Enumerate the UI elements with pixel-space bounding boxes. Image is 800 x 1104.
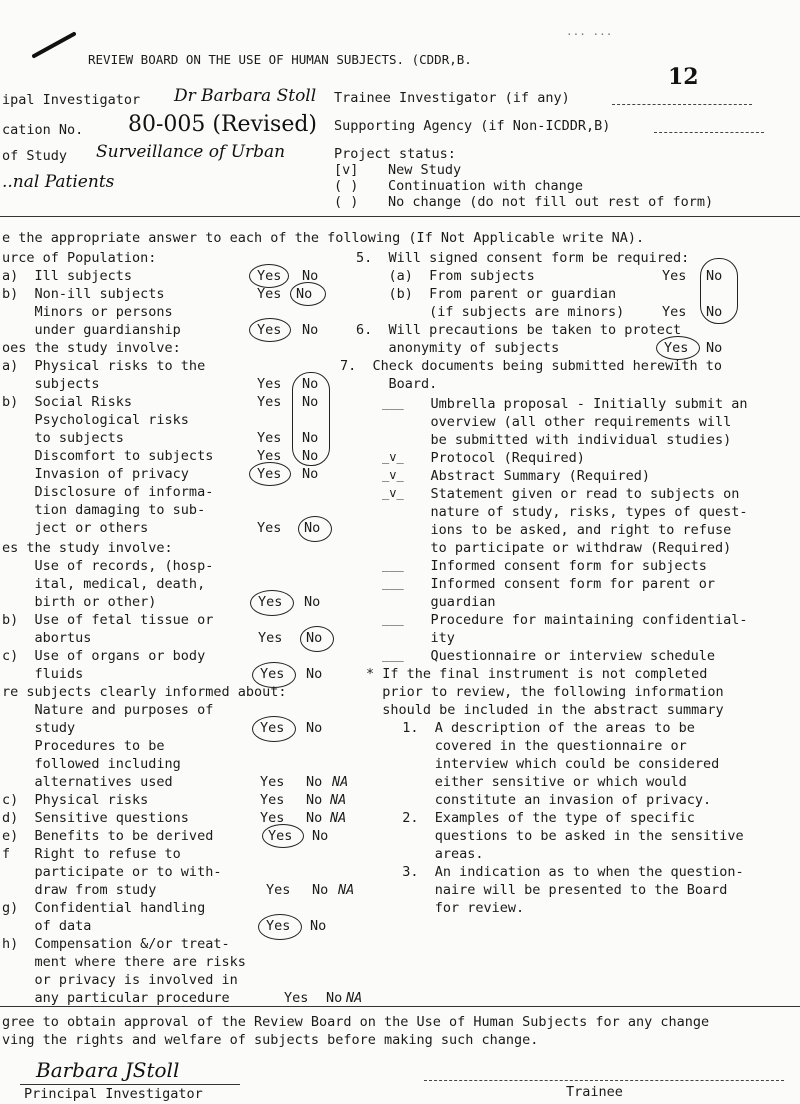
yes-option: Yes <box>260 666 285 682</box>
left-line: any particular procedure <box>2 990 230 1006</box>
no-option: No <box>312 882 329 898</box>
left-line: abortus <box>2 630 92 646</box>
yes-option: Yes <box>260 810 285 826</box>
left-line: ment where there are risks <box>2 954 246 970</box>
right-line: Statement given or read to subjects on <box>398 486 740 502</box>
right-line: nature of study, risks, types of quest- <box>398 504 748 520</box>
no-option: No <box>302 268 319 284</box>
instruction-line: e the appropriate answer to each of the following (If Not Applicable write NA). <box>2 230 645 246</box>
no-option: No <box>306 774 323 790</box>
no-option: No <box>306 720 323 736</box>
right-line: Board. <box>356 376 438 392</box>
right-line: 6. Will precautions be taken to protect <box>356 322 682 338</box>
na-mark: NA <box>346 990 363 1006</box>
na-mark: NA <box>330 810 347 826</box>
left-line: f Right to refuse to <box>2 846 181 862</box>
no-option: No <box>310 918 327 934</box>
left-line: re subjects clearly informed about: <box>2 684 287 700</box>
right-line: to participate or withdraw (Required) <box>398 540 732 556</box>
right-line: anonymity of subjects <box>356 340 560 356</box>
trainee-blank <box>612 104 752 105</box>
right-line: 3. An indication as to when the question- <box>386 864 744 880</box>
checklist-tick: _v_ <box>382 450 404 464</box>
checklist-blank: ___ <box>382 648 404 662</box>
na-mark: NA <box>330 792 347 808</box>
left-line: b) Use of fetal tissue or <box>2 612 214 628</box>
left-line: b) Non-ill subjects <box>2 286 165 302</box>
yes-option: Yes <box>268 828 293 844</box>
agency-label: Supporting Agency (if Non-ICDDR,B) <box>334 118 611 134</box>
yes-option: Yes <box>664 340 689 356</box>
no-option: No <box>306 810 323 826</box>
status-check-1: [v] <box>334 162 359 178</box>
no-option: No <box>304 594 321 610</box>
yes-option: Yes <box>257 520 282 536</box>
right-line: 2. Examples of the type of specific <box>386 810 695 826</box>
right-line: (a) From subjects <box>356 268 535 284</box>
status-check-2: ( ) <box>334 178 359 194</box>
checklist-blank: ___ <box>382 396 404 410</box>
trainee-signature-line <box>424 1080 784 1081</box>
right-line: ions to be asked, and right to refuse <box>398 522 732 538</box>
right-line: guardian <box>398 594 496 610</box>
left-line: urce of Population: <box>2 250 157 266</box>
right-line: prior to review, the following information <box>366 684 724 700</box>
left-line: tion damaging to sub- <box>2 502 206 518</box>
yes-option: Yes <box>260 792 285 808</box>
left-line: a) Physical risks to the <box>2 358 206 374</box>
left-line: draw from study <box>2 882 157 898</box>
checklist-tick: _v_ <box>382 486 404 500</box>
right-line: (b) From parent or guardian <box>356 286 617 302</box>
left-line: c) Use of organs or body <box>2 648 206 664</box>
yes-option: Yes <box>662 268 687 284</box>
no-option: No <box>302 394 319 410</box>
no-option: No <box>306 630 323 646</box>
no-option: No <box>296 286 313 302</box>
checklist-tick: _v_ <box>382 468 404 482</box>
status-check-3: ( ) <box>334 194 359 210</box>
right-line: 7. Check documents being submitted herewith to <box>340 358 723 374</box>
no-option: No <box>302 430 319 446</box>
left-line: or privacy is involved in <box>2 972 238 988</box>
no-option: No <box>302 448 319 464</box>
left-line: Minors or persons <box>2 304 173 320</box>
left-line: subjects <box>2 376 100 392</box>
checklist-blank: ___ <box>382 612 404 626</box>
agreement-line-2: ving the rights and welfare of subjects before making such change. <box>2 1032 539 1048</box>
right-line: Questionnaire or interview schedule <box>398 648 715 664</box>
left-line: h) Compensation &/or treat- <box>2 936 230 952</box>
form-title: REVIEW BOARD ON THE USE OF HUMAN SUBJECTS. (CDDR,B. <box>88 52 472 67</box>
yes-option: Yes <box>257 448 282 464</box>
left-line: ital, medical, death, <box>2 576 206 592</box>
pi-label: ipal Investigator <box>2 92 141 108</box>
left-line: birth or other) <box>2 594 157 610</box>
right-line: either sensitive or which would <box>386 774 687 790</box>
study-title-line2: ..nal Patients <box>2 172 115 192</box>
no-option: No <box>326 990 343 1006</box>
right-line: ity <box>398 630 455 646</box>
left-line: e) Benefits to be derived <box>2 828 214 844</box>
right-line: Procedure for maintaining confidential- <box>398 612 748 628</box>
left-line: Psychological risks <box>2 412 189 428</box>
study-title-line1: Surveillance of Urban <box>96 142 286 162</box>
right-line: be submitted with individual studies) <box>398 432 732 448</box>
yes-option: Yes <box>266 882 291 898</box>
right-line: areas. <box>386 846 484 862</box>
pen-stroke-mark <box>30 30 80 60</box>
left-line: Use of records, (hosp- <box>2 558 214 574</box>
no-option: No <box>302 466 319 482</box>
left-line: d) Sensitive questions <box>2 810 189 826</box>
yes-option: Yes <box>266 918 291 934</box>
pi-signature-caption: Principal Investigator <box>24 1086 203 1102</box>
right-line: for review. <box>386 900 525 916</box>
left-line: b) Social Risks <box>2 394 133 410</box>
no-option: No <box>304 520 321 536</box>
trainee-signature-caption: Trainee <box>566 1084 623 1100</box>
left-line: Procedures to be <box>2 738 165 754</box>
left-line: followed including <box>2 756 181 772</box>
yes-option: Yes <box>258 594 283 610</box>
yes-option: Yes <box>257 286 282 302</box>
trainee-label: Trainee Investigator (if any) <box>334 90 570 106</box>
yes-option: Yes <box>257 466 282 482</box>
checklist-blank: ___ <box>382 576 404 590</box>
yes-option: Yes <box>257 268 282 284</box>
right-line: 1. A description of the areas to be <box>386 720 695 736</box>
yes-option: Yes <box>284 990 309 1006</box>
right-line: * If the final instrument is not completed <box>366 666 708 682</box>
left-line: under guardianship <box>2 322 181 338</box>
yes-option: Yes <box>257 376 282 392</box>
right-line: questions to be asked in the sensitive <box>386 828 744 844</box>
left-line: Invasion of privacy <box>2 466 189 482</box>
right-line: should be included in the abstract summary <box>366 702 724 718</box>
no-option: No <box>302 322 319 338</box>
no-option: No <box>706 268 723 284</box>
left-line: ject or others <box>2 520 149 536</box>
yes-option: Yes <box>257 394 282 410</box>
application-label: cation No. <box>2 122 84 138</box>
left-line: Discomfort to subjects <box>2 448 214 464</box>
yes-option: Yes <box>257 322 282 338</box>
left-line: g) Confidential handling <box>2 900 206 916</box>
no-option: No <box>306 792 323 808</box>
na-mark: NA <box>338 882 355 898</box>
agency-blank <box>654 132 764 133</box>
right-line: covered in the questionnaire or <box>386 738 687 754</box>
agreement-line-1: gree to obtain approval of the Review Board on the Use of Human Subjects for any change <box>2 1014 710 1030</box>
no-option: No <box>306 666 323 682</box>
right-line: overview (all other requirements will <box>398 414 732 430</box>
na-mark: NA <box>332 774 349 790</box>
left-line: to subjects <box>2 430 124 446</box>
right-line: (if subjects are minors) <box>356 304 625 320</box>
yes-option: Yes <box>662 304 687 320</box>
application-number: 80-005 (Revised) <box>128 112 318 137</box>
right-line: naire will be presented to the Board <box>386 882 728 898</box>
reference-number: 12 <box>668 64 699 90</box>
yes-option: Yes <box>258 630 283 646</box>
right-line: Abstract Summary (Required) <box>398 468 650 484</box>
corner-note: ... ... <box>566 25 613 38</box>
left-line: fluids <box>2 666 84 682</box>
left-line: study <box>2 720 76 736</box>
pi-signature: Barbara JStoll <box>36 1058 180 1082</box>
status-option-1: New Study <box>388 162 462 178</box>
left-line: participate or to with- <box>2 864 222 880</box>
left-line: a) Ill subjects <box>2 268 133 284</box>
status-option-3: No change (do not fill out rest of form) <box>388 194 714 210</box>
right-line: Informed consent form for parent or <box>398 576 715 592</box>
left-line: Nature and purposes of <box>2 702 214 718</box>
left-line: es the study involve: <box>2 540 173 556</box>
right-line: Protocol (Required) <box>398 450 585 466</box>
no-option: No <box>706 340 723 356</box>
footer-divider <box>0 1006 800 1007</box>
left-line: Disclosure of informa- <box>2 484 214 500</box>
yes-option: Yes <box>257 430 282 446</box>
study-title-label: of Study <box>2 148 68 164</box>
right-line: Umbrella proposal - Initially submit an <box>398 396 748 412</box>
left-line: c) Physical risks <box>2 792 149 808</box>
status-label: Project status: <box>334 146 456 162</box>
header-divider <box>0 216 800 217</box>
right-line: constitute an invasion of privacy. <box>386 792 712 808</box>
checklist-blank: ___ <box>382 558 404 572</box>
left-line: oes the study involve: <box>2 340 181 356</box>
status-option-2: Continuation with change <box>388 178 584 194</box>
right-line: 5. Will signed consent form be required: <box>356 250 690 266</box>
yes-option: Yes <box>260 720 285 736</box>
right-line: Informed consent form for subjects <box>398 558 707 574</box>
left-line: alternatives used <box>2 774 173 790</box>
yes-option: Yes <box>260 774 285 790</box>
no-option: No <box>312 828 329 844</box>
pi-signature-line <box>20 1084 240 1085</box>
pi-name: Dr Barbara Stoll <box>174 86 317 106</box>
left-line: of data <box>2 918 92 934</box>
no-option: No <box>302 376 319 392</box>
right-line: interview which could be considered <box>386 756 720 772</box>
no-option: No <box>706 304 723 320</box>
